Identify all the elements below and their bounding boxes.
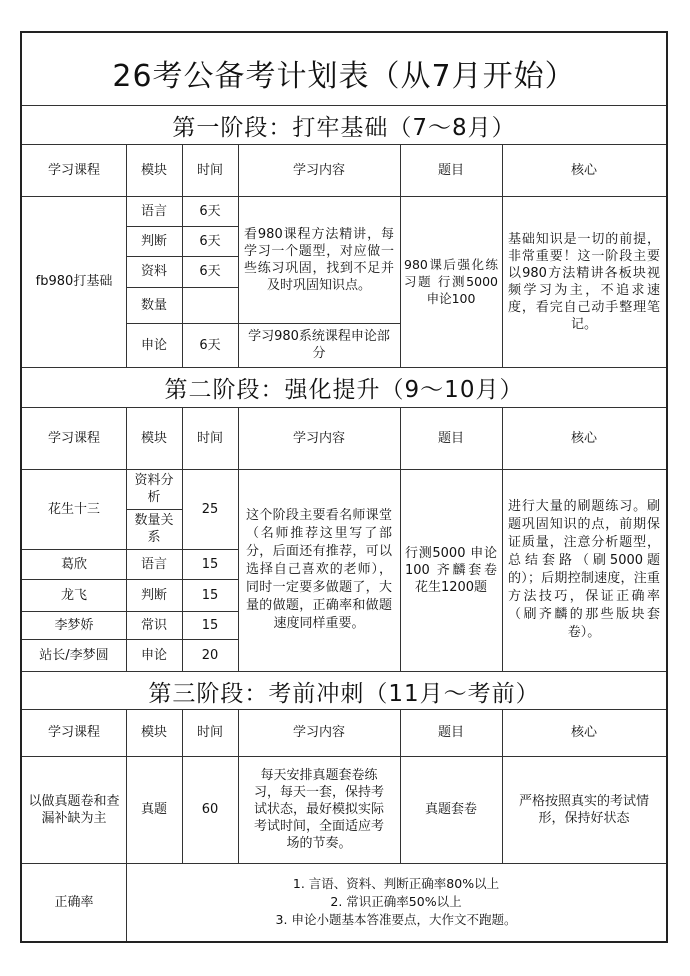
stage2-content: 这个阶段主要看名师课堂（名师推荐这里写了部分，后面还有推荐，可以选择自己喜欢的老师），同时一定要多做题了，大量的做题，正确率和做题速度同样重要。	[246, 508, 392, 631]
divider	[22, 579, 238, 580]
header-module: 模块	[140, 162, 167, 178]
header-time: 时间	[196, 725, 223, 740]
divider	[126, 144, 127, 367]
stage1-time: 6天	[199, 337, 221, 353]
divider	[182, 407, 183, 671]
stage2-module: 判断	[140, 587, 167, 603]
header-questions: 题目	[437, 162, 464, 178]
header-questions: 题目	[437, 430, 464, 446]
stage3-time: 60	[201, 802, 219, 817]
divider	[502, 709, 503, 863]
stage1-time: 6天	[199, 203, 221, 219]
header-module: 模块	[140, 725, 167, 740]
divider	[502, 144, 503, 367]
stage2-questions: 行测5000 申论100 齐麟套卷 花生1200题	[405, 545, 497, 595]
stage1-time: 6天	[199, 264, 221, 279]
stage1-time	[182, 287, 238, 323]
stage2-time: 15	[201, 587, 219, 603]
stage3-core: 严格按照真实的考试情形，保持好状态	[518, 793, 649, 826]
stage2-course: 花生十三	[47, 501, 100, 517]
stage2-time: 25	[201, 501, 219, 517]
header-core: 核心	[570, 430, 597, 446]
accuracy-label: 正确率	[54, 894, 94, 910]
divider	[400, 144, 401, 367]
divider	[182, 709, 183, 863]
stage1-module: 判断	[140, 233, 167, 249]
stage1-time: 6天	[199, 233, 221, 249]
stage1-questions: 980课后强化练习题 行测5000 申论100	[404, 257, 498, 306]
stage1-module: 申论	[140, 337, 167, 353]
divider	[22, 611, 238, 612]
header-course: 学习课程	[47, 725, 100, 740]
stage2-title: 第二阶段：强化提升（9～10月）	[164, 376, 524, 403]
header-questions: 题目	[437, 725, 464, 740]
divider	[22, 639, 238, 640]
divider	[126, 709, 127, 863]
divider	[182, 144, 183, 367]
stage3-title: 第三阶段：考前冲刺（11月～考前）	[148, 680, 540, 707]
header-time: 时间	[196, 430, 223, 446]
stage2-module: 申论	[140, 647, 167, 663]
divider	[238, 407, 239, 671]
accuracy-requirements	[126, 863, 666, 941]
header-core: 核心	[570, 725, 597, 740]
page-title: 26考公备考计划表（从7月开始）	[112, 59, 576, 94]
divider	[22, 549, 238, 550]
stage2-module: 资料分析	[134, 473, 174, 505]
stage1-content: 看980课程方法精讲，每学习一个题型，对应做一些练习巩固，找到不足并及时巩固知识点。	[244, 226, 394, 293]
stage2-time: 15	[201, 617, 219, 633]
header-content: 学习内容	[292, 430, 345, 446]
header-time: 时间	[196, 162, 223, 178]
divider	[238, 709, 239, 863]
stage3-module: 真题	[140, 802, 167, 817]
stage2-course: 龙飞	[60, 587, 87, 603]
stage2-course: 李梦娇	[54, 617, 94, 633]
header-content: 学习内容	[292, 162, 345, 178]
stage3-content: 每天安排真题套卷练习，每天一套，保持考试状态，最好模拟实际考试时间，全面适应考场的节奏。	[253, 768, 384, 851]
accuracy-line: 3. 申论小题基本答准要点，大作文不跑题。	[275, 912, 517, 927]
stage2-course: 葛欣	[60, 556, 87, 572]
stage2-module: 数量关系	[134, 513, 174, 545]
accuracy-line: 1. 言语、资料、判断正确率80%以上	[292, 876, 500, 891]
stage1-essay-content: 学习980系统课程申论部分	[248, 329, 390, 361]
stage3-questions: 真题套卷	[424, 802, 477, 817]
stage3-course: 以做真题卷和查漏补缺为主	[28, 793, 120, 826]
header-course: 学习课程	[47, 162, 100, 178]
stage2-time: 20	[201, 647, 219, 663]
stage2-module: 语言	[140, 556, 167, 572]
stage1-title: 第一阶段：打牢基础（7～8月）	[172, 114, 516, 141]
stage1-module: 数量	[140, 297, 167, 313]
divider	[400, 407, 401, 671]
header-module: 模块	[140, 430, 167, 446]
stage1-module: 语言	[140, 203, 167, 219]
study-plan-table	[20, 31, 668, 943]
divider	[400, 709, 401, 863]
divider	[126, 509, 182, 510]
divider	[126, 407, 127, 671]
stage2-time: 15	[201, 556, 219, 572]
stage1-course: fb980打基础	[35, 274, 113, 289]
stage2-core: 进行大量的刷题练习。刷题巩固知识的点，前期保证质量，注意分析题型，总结套路（刷5000题的）；后期控制速度，注重方法技巧，保证正确率（刷齐麟的那些版块套卷）。	[508, 499, 660, 640]
stage1-core: 基础知识是一切的前提，非常重要！这一阶段主要以980方法精讲各板块视频学习为主，不追求速度，看完自己动手整理笔记。	[508, 231, 660, 332]
header-content: 学习内容	[292, 725, 345, 740]
stage2-course: 站长/李梦圆	[39, 647, 109, 663]
stage1-module: 资料	[140, 264, 167, 279]
accuracy-line: 2. 常识正确率50%以上	[330, 894, 462, 909]
header-core: 核心	[570, 162, 597, 178]
divider	[502, 407, 503, 671]
stage2-module: 常识	[140, 617, 167, 633]
divider	[238, 144, 239, 367]
header-course: 学习课程	[47, 430, 100, 446]
